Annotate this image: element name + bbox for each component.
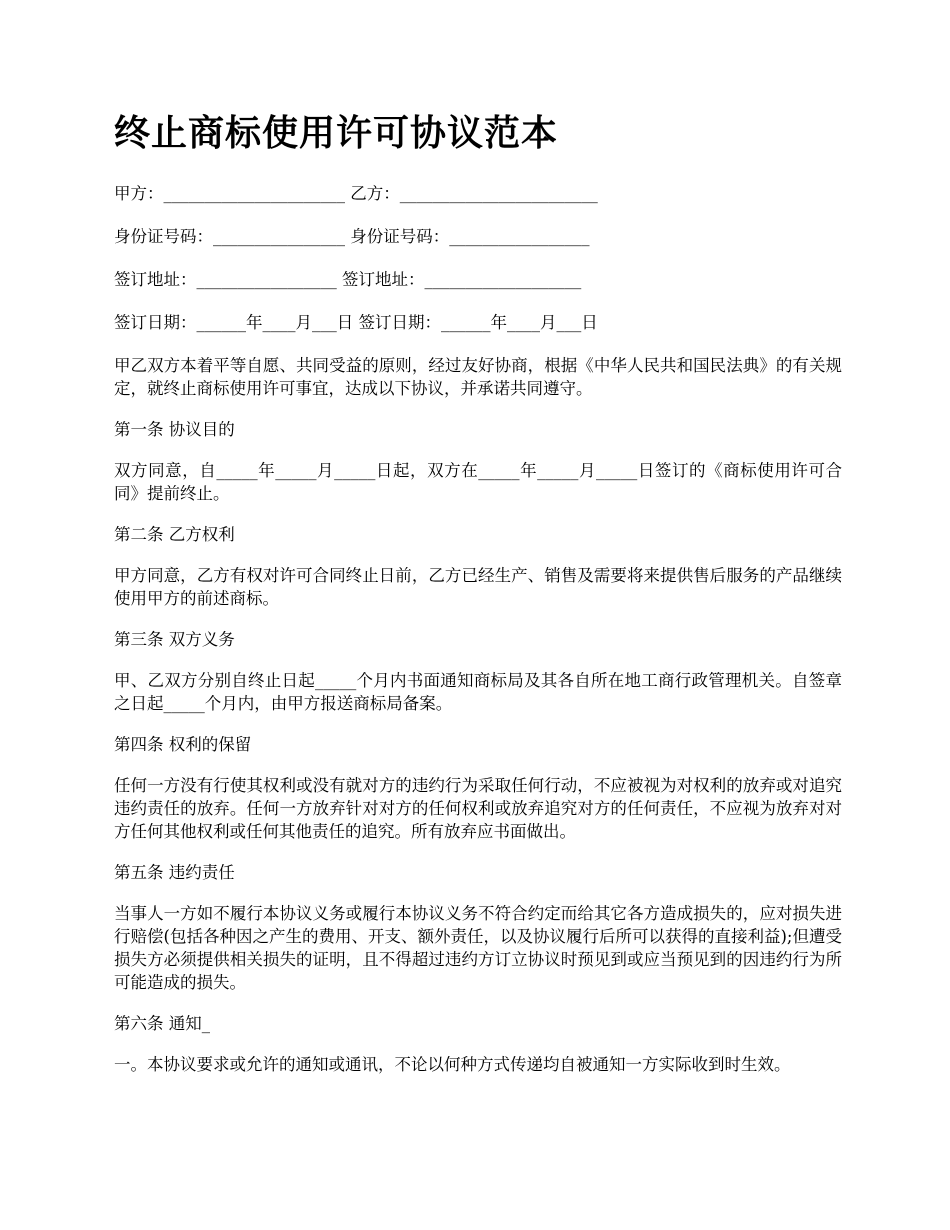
party-names-line: 甲方：______________________ 乙方：________________________ [114,184,598,203]
signing-address-line: 签订地址：_________________ 签订地址：___________________ [114,270,582,289]
article-1-body: 双方同意，自_____年_____月_____日起，双方在_____年_____月_____日签订的《商标使用许可合同》提前终止。 [114,461,842,503]
article-3-heading: 第三条 双方义务 [114,630,235,649]
article-5-heading: 第五条 违约责任 [114,863,235,882]
article-2-heading: 第二条 乙方权利 [114,525,235,544]
article-5-body: 当事人一方如不履行本协议义务或履行本协议义务不符合约定而给其它各方造成损失的，应对损失进行赔偿(包括各种因之产生的费用、开支、额外责任，以及协议履行后所可以获得的直接利益);但遭受损失方必须提供相关损失的证明，且不得超过违约方订立协议时预见到或应当预见到的因违约行为所可能造成的损失。 [114,904,842,992]
article-2-body: 甲方同意，乙方有权对许可合同终止日前，乙方已经生产、销售及需要将来提供售后服务的产品继续使用甲方的前述商标。 [114,566,842,608]
signing-date-line: 签订日期：______年____月___日 签订日期：______年____月___日 [114,313,598,332]
document-title: 终止商标使用许可协议范本 [114,113,559,154]
id-number-line: 身份证号码：________________ 身份证号码：_________________ [114,227,590,246]
article-3-body: 甲、乙双方分别自终止日起_____个月内书面通知商标局及其各自所在地工商行政管理机关。自签章之日起_____个月内，由甲方报送商标局备案。 [114,671,842,713]
article-4-body: 任何一方没有行使其权利或没有就对方的违约行为采取任何行动，不应被视为对权利的放弃或对追究违约责任的放弃。任何一方放弃针对对方的任何权利或放弃追究对方的任何责任，不应视为放弃对对方任何其他权利或任何其他责任的追究。所有放弃应书面做出。 [114,776,842,841]
article-6-body: 一。本协议要求或允许的通知或通讯，不论以何种方式传递均自被通知一方实际收到时生效。 [114,1055,791,1074]
article-6-heading: 第六条 通知_ [114,1014,210,1033]
article-4-heading: 第四条 权利的保留 [114,735,252,754]
article-1-heading: 第一条 协议目的 [114,420,235,439]
preamble-paragraph: 甲乙双方本着平等自愿、共同受益的原则，经过友好协商，根据《中华人民共和国民法典》的有关规定，就终止商标使用许可事宜，达成以下协议，并承诺共同遵守。 [114,356,842,398]
document-page [114,108,842,1094]
